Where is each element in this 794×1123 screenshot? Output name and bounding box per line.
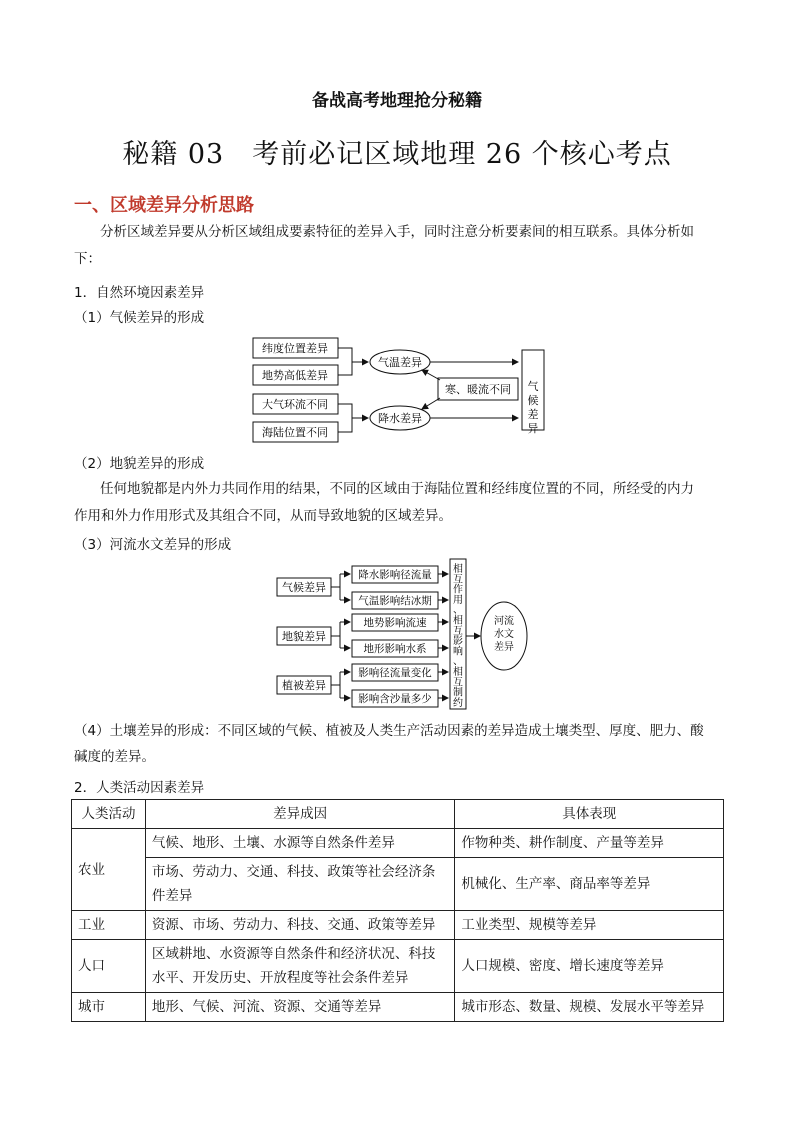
hydro-b4: 地形影响水系	[363, 643, 427, 655]
soil-line-1: （4）土壤差异的形成：不同区域的气候、植被及人类生产活动因素的差异造成土壤类型、厚度、肥力、酸	[74, 723, 704, 739]
box-terrain: 地势高低差异	[262, 369, 328, 382]
table-row	[72, 858, 724, 911]
hydro-vegetation: 植被差异	[282, 679, 326, 692]
table-cell: 气候、地形、土壤、水源等自然条件差异	[145, 829, 455, 858]
soil-line-2: 碱度的差异。	[74, 749, 155, 765]
table-cell: 资源、市场、劳动力、科技、交通、政策等差异	[145, 911, 455, 940]
hydro-result: 河流水文差异	[494, 616, 514, 653]
table-cell: 市场、劳动力、交通、科技、政策等社会经济条件差异	[145, 858, 455, 911]
subheading-human: 2．人类活动因素差异	[74, 780, 205, 796]
table-cell: 人口规模、密度、增长速度等差异	[455, 940, 724, 993]
table-cell: 工业类型、规模等差异	[455, 911, 724, 940]
hydro-interaction: 相互作用、相互影响、相互制约	[453, 564, 463, 709]
human-activity-table	[71, 799, 724, 1022]
table-cell-activity: 城市	[72, 993, 146, 1022]
supertitle: 备战高考地理抢分秘籍	[312, 91, 482, 111]
landform-line-1: 任何地貌都是内外力共同作用的结果，不同的区域由于海陆位置和经纬度位置的不同，所经受的内力	[100, 481, 694, 497]
hydro-b1: 降水影响径流量	[358, 569, 432, 581]
landform-line-2: 作用和外力作用形式及其组合不同，从而导致地貌的区域差异。	[74, 508, 452, 524]
table-cell: 城市形态、数量、规模、发展水平等差异	[455, 993, 724, 1022]
section-heading: 一、区域差异分析思路	[74, 195, 254, 216]
table-cell: 区域耕地、水资源等自然条件和经济状况、科技水平、开发历史、开放程度等社会条件差异	[145, 940, 455, 993]
node-currents: 寒、暖流不同	[445, 383, 511, 396]
subheading-natural: 1．自然环境因素差异	[74, 285, 205, 301]
intro-line-2: 下：	[74, 251, 101, 267]
box-lat: 纬度位置差异	[262, 342, 328, 355]
intro-line-1: 分析区域差异要从分析区域组成要素特征的差异入手，同时注意分析要素间的相互联系。具体分析如	[100, 224, 694, 240]
table-cell-activity: 工业	[72, 911, 146, 940]
label-landform: （2）地貌差异的形成	[74, 456, 205, 472]
label-climate: （1）气候差异的形成	[74, 310, 205, 326]
box-sea-land: 海陆位置不同	[262, 426, 328, 439]
table-cell: 地形、气候、河流、资源、交通等差异	[145, 993, 455, 1022]
hydro-landform: 地貌差异	[282, 630, 326, 643]
table-header: 具体表现	[455, 800, 724, 829]
hydro-b6: 影响含沙量多少	[358, 693, 432, 705]
table-cell-activity: 人口	[72, 940, 146, 993]
node-temperature: 气温差异	[378, 356, 422, 369]
table-cell: 作物种类、耕作制度、产量等差异	[455, 829, 724, 858]
label-hydrology: （3）河流水文差异的形成	[74, 537, 232, 553]
table-header-row	[72, 800, 724, 829]
hydro-climate: 气候差异	[282, 581, 326, 594]
hydrology-diagram	[274, 556, 534, 714]
hydro-b2: 气温影响结冰期	[358, 595, 432, 607]
table-cell-activity: 农业	[72, 829, 146, 911]
table-header: 人类活动	[72, 800, 146, 829]
page-title: 秘籍 03 考前必记区域地理 26 个核心考点	[122, 139, 672, 170]
table-cell: 机械化、生产率、商品率等差异	[455, 858, 724, 911]
table-header: 差异成因	[145, 800, 455, 829]
table-row	[72, 993, 724, 1022]
node-precipitation: 降水差异	[378, 412, 422, 425]
node-climate-result: 气候差异	[527, 380, 539, 435]
box-circulation: 大气环流不同	[262, 398, 328, 411]
table-row	[72, 940, 724, 993]
hydro-b3: 地势影响流速	[363, 617, 427, 629]
table-row	[72, 829, 724, 858]
climate-diagram	[250, 332, 550, 444]
table-row	[72, 911, 724, 940]
hydro-b5: 影响径流量变化	[358, 667, 432, 679]
